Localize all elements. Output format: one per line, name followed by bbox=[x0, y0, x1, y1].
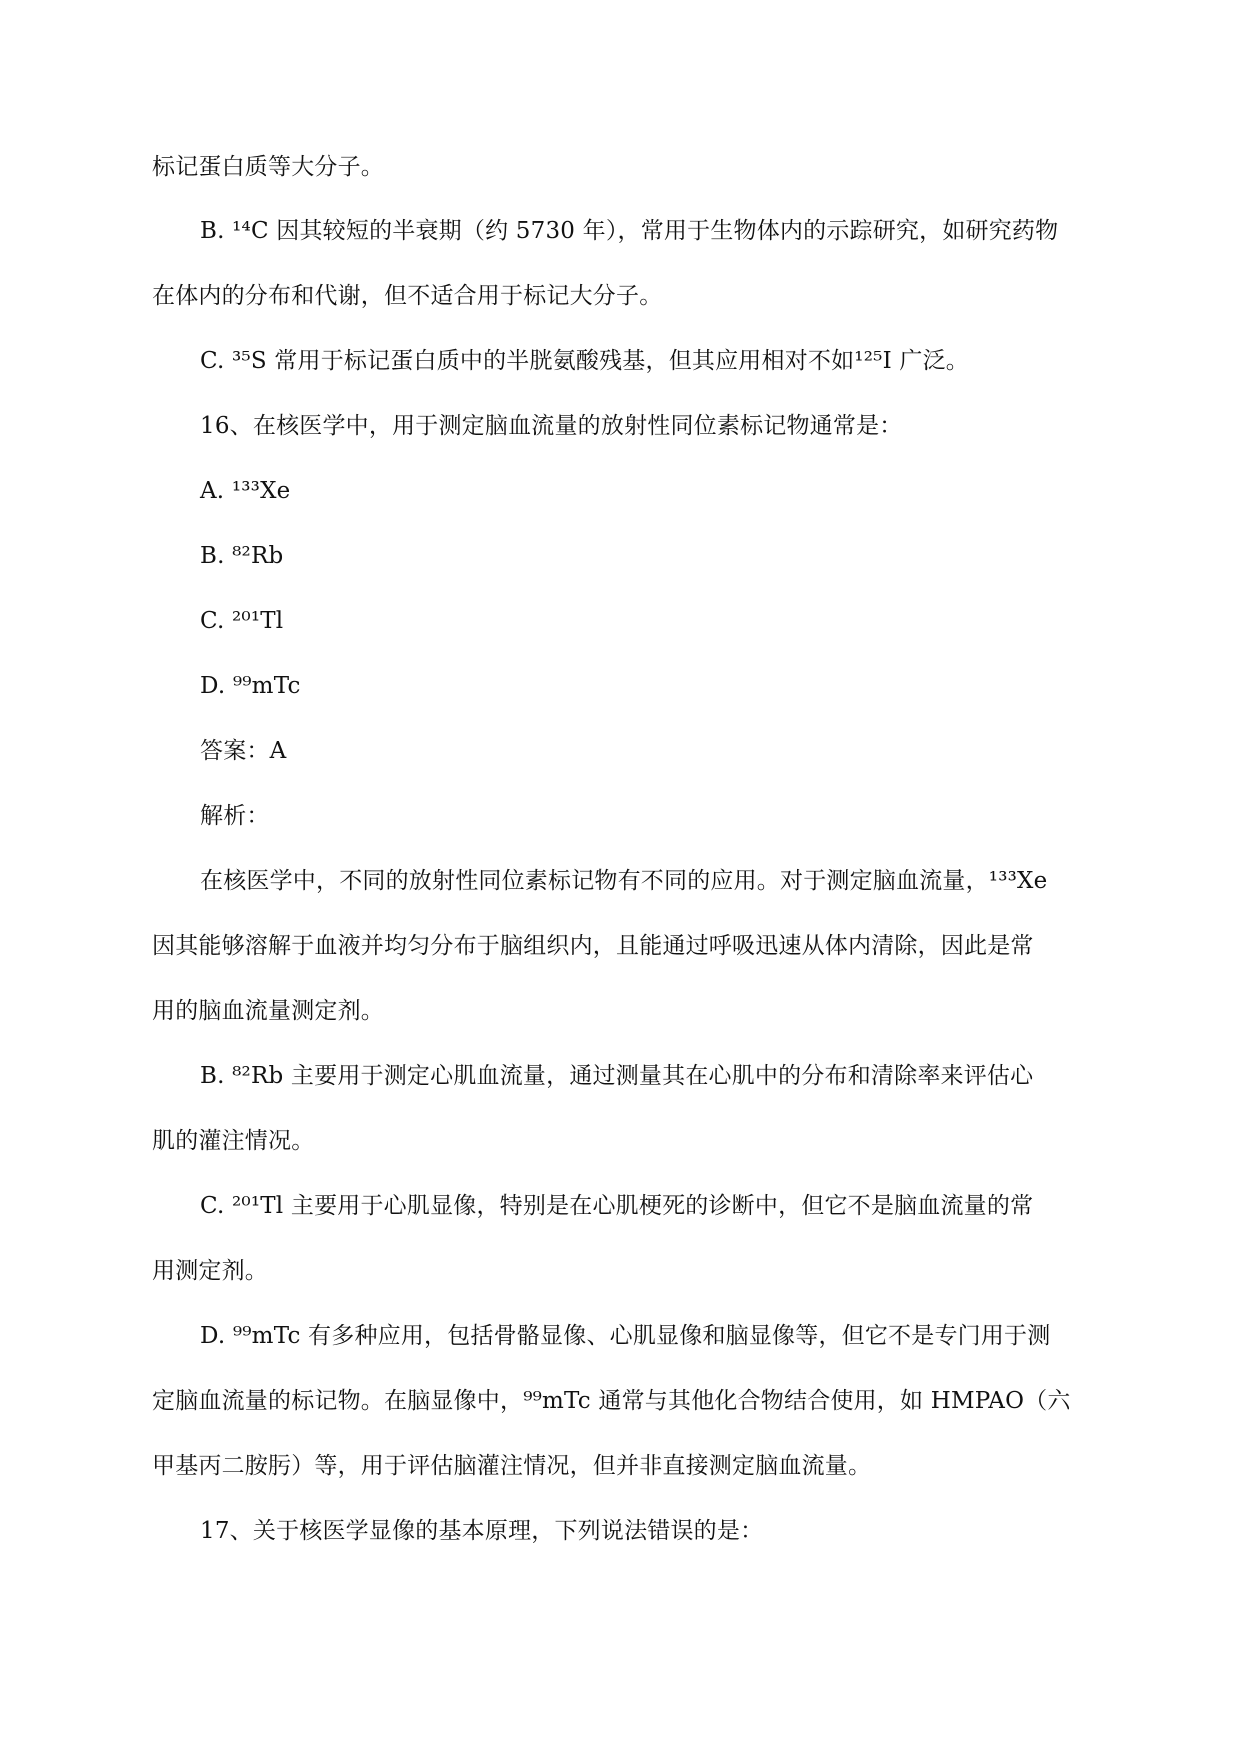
paragraph-line: 用的脑血流量测定剂。 bbox=[152, 998, 384, 1024]
paragraph-line: C. ²⁰¹Tl 主要用于心肌显像，特别是在心肌梗死的诊断中，但它不是脑血流量的常 bbox=[200, 1193, 1034, 1219]
paragraph-line: 标记蛋白质等大分子。 bbox=[152, 154, 384, 180]
option-a: A. ¹³³Xe bbox=[200, 478, 291, 504]
paragraph-line: 用测定剂。 bbox=[152, 1258, 268, 1284]
paragraph-line: D. ⁹⁹mTc 有多种应用，包括骨骼显像、心肌显像和脑显像等，但它不是专门用于测 bbox=[200, 1323, 1051, 1349]
question-heading: 17、关于核医学显像的基本原理，下列说法错误的是： bbox=[200, 1518, 764, 1544]
option-b: B. ⁸²Rb bbox=[200, 543, 284, 569]
answer-line: 答案：A bbox=[200, 738, 287, 764]
paragraph-line: B. ⁸²Rb 主要用于测定心肌血流量，通过测量其在心肌中的分布和清除率来评估心 bbox=[200, 1063, 1034, 1089]
paragraph-line: 定脑血流量的标记物。在脑显像中，⁹⁹mTc 通常与其他化合物结合使用，如 HMPAO（六 bbox=[152, 1388, 1071, 1414]
analysis-label: 解析： bbox=[200, 803, 270, 829]
paragraph-line: 因其能够溶解于血液并均匀分布于脑组织内，且能通过呼吸迅速从体内清除，因此是常 bbox=[152, 933, 1034, 959]
paragraph-line: C. ³⁵S 常用于标记蛋白质中的半胱氨酸残基，但其应用相对不如¹²⁵I 广泛。 bbox=[200, 348, 969, 374]
paragraph-line: 在核医学中，不同的放射性同位素标记物有不同的应用。对于测定脑血流量，¹³³Xe bbox=[200, 868, 1048, 894]
paragraph-line: 肌的灌注情况。 bbox=[152, 1128, 315, 1154]
paragraph-line: 在体内的分布和代谢，但不适合用于标记大分子。 bbox=[152, 283, 663, 309]
option-c: C. ²⁰¹Tl bbox=[200, 608, 284, 634]
paragraph-line: 甲基丙二胺肟）等，用于评估脑灌注情况，但并非直接测定脑血流量。 bbox=[152, 1453, 872, 1479]
option-d: D. ⁹⁹mTc bbox=[200, 673, 301, 699]
question-heading: 16、在核医学中，用于测定脑血流量的放射性同位素标记物通常是： bbox=[200, 413, 903, 439]
paragraph-line: B. ¹⁴C 因其较短的半衰期（约 5730 年），常用于生物体内的示踪研究，如研究药物 bbox=[200, 218, 1059, 244]
